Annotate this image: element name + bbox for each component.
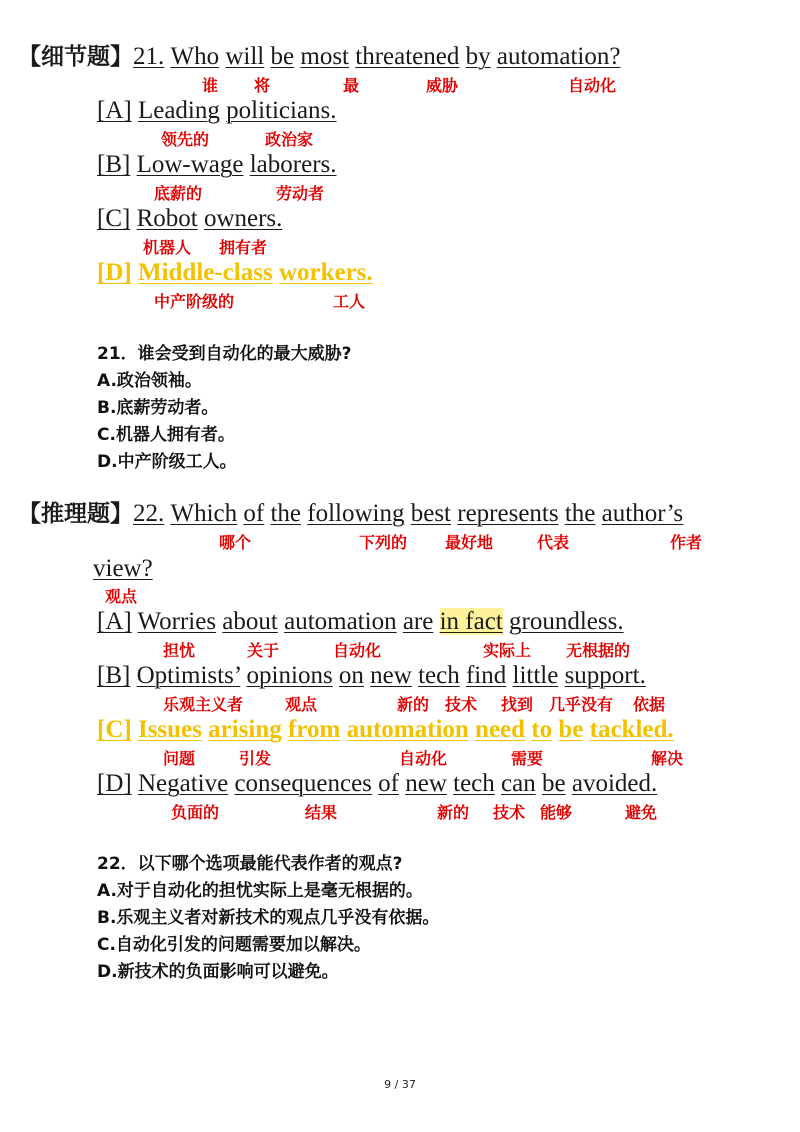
q22-translation-a: A.对于自动化的担忧实际上是毫无根据的。 (97, 881, 423, 901)
stem-word: author’s (601, 500, 684, 527)
q22-option-c-answer (97, 715, 674, 745)
option-word: Worries (137, 608, 217, 635)
option-word: tech (453, 770, 495, 797)
gloss: 将 (254, 76, 271, 95)
gloss: 劳动者 (276, 184, 325, 203)
q22-type-tag: 【推理题】 (18, 501, 133, 527)
option-word: can (501, 770, 536, 797)
gloss: 机器人 (143, 238, 192, 257)
gloss: 代表 (537, 533, 570, 552)
gloss: 哪个 (219, 533, 252, 552)
option-word: groundless. (509, 608, 624, 635)
stem-word: Which (170, 500, 238, 527)
gloss: 需要 (511, 749, 544, 768)
gloss: 最好地 (445, 533, 494, 552)
gloss: 找到 (501, 695, 534, 714)
highlighted-phrase: in fact (439, 608, 503, 635)
gloss: 谁 (202, 76, 219, 95)
stem-word: threatened (355, 43, 460, 70)
q21-translation-d: D.中产阶级工人。 (97, 452, 237, 472)
stem-word: the (270, 500, 302, 527)
option-word: owners. (203, 205, 283, 232)
gloss: 实际上 (483, 641, 532, 660)
gloss: 依据 (633, 695, 666, 714)
option-word: support. (564, 662, 646, 689)
q22-translation-stem: 22．以下哪个选项最能代表作者的观点? (97, 854, 403, 874)
q22-number: 22. (133, 500, 165, 527)
gloss: 几乎没有 (549, 695, 614, 714)
gloss: 下列的 (359, 533, 408, 552)
stem-word: by (465, 43, 491, 70)
gloss: 自动化 (399, 749, 448, 768)
gloss: 避免 (625, 803, 658, 822)
gloss: 担忧 (163, 641, 196, 660)
q21-translation-c: C.机器人拥有者。 (97, 425, 235, 445)
q22-option-d (97, 769, 657, 799)
option-word: on (338, 662, 364, 689)
gloss: 引发 (239, 749, 272, 768)
gloss: 底薪的 (154, 184, 203, 203)
option-letter: [B] (97, 151, 131, 178)
option-word: be (541, 770, 566, 797)
q21-option-a (97, 96, 337, 126)
gloss: 关于 (247, 641, 280, 660)
option-word: new (405, 770, 447, 797)
gloss: 解决 (651, 749, 684, 768)
q21-translation-stem: 21．谁会受到自动化的最大威胁? (97, 344, 352, 364)
q21-type-tag: 【细节题】 (18, 44, 133, 70)
option-word: tech (418, 662, 460, 689)
option-letter: [A] (97, 608, 132, 635)
stem-word: will (225, 43, 265, 70)
option-word: are (402, 608, 434, 635)
option-word: automation (346, 716, 469, 743)
option-word: automation (284, 608, 397, 635)
option-word: little (512, 662, 559, 689)
gloss: 技术 (445, 695, 478, 714)
q21-stem (18, 42, 620, 72)
stem-word: following (307, 500, 405, 527)
gloss: 威胁 (426, 76, 459, 95)
q22-option-a (97, 607, 624, 637)
gloss: 政治家 (265, 130, 314, 149)
option-word: from (288, 716, 341, 743)
gloss: 自动化 (568, 76, 617, 95)
option-word: Leading (137, 97, 220, 124)
gloss: 领先的 (161, 130, 210, 149)
option-word: arising (208, 716, 282, 743)
stem-word: most (300, 43, 349, 70)
q22-translation-c: C.自动化引发的问题需要加以解决。 (97, 935, 371, 955)
gloss: 新的 (397, 695, 430, 714)
gloss: 作者 (670, 533, 703, 552)
option-letter: [D] (97, 259, 132, 286)
option-word: need (475, 716, 526, 743)
stem-word: automation? (496, 43, 621, 70)
q22-stem-cont (93, 554, 153, 584)
gloss: 中产阶级的 (154, 292, 235, 311)
option-word: about (222, 608, 278, 635)
q21-number: 21. (133, 43, 165, 70)
page-number: 9 / 37 (384, 1078, 416, 1091)
gloss: 无根据的 (566, 641, 631, 660)
option-letter: [B] (97, 662, 131, 689)
option-word: Low-wage (136, 151, 244, 178)
option-word: opinions (246, 662, 333, 689)
gloss: 能够 (540, 803, 573, 822)
option-word: consequences (234, 770, 372, 797)
option-word: to (531, 716, 553, 743)
q21-option-d-answer (97, 258, 373, 288)
option-word: avoided. (571, 770, 658, 797)
option-word: new (370, 662, 412, 689)
option-word: politicians. (226, 97, 337, 124)
option-letter: [C] (97, 716, 132, 743)
q22-translation-d: D.新技术的负面影响可以避免。 (97, 962, 339, 982)
option-word: laborers. (249, 151, 337, 178)
q21-option-b (97, 150, 337, 180)
option-word: of (378, 770, 399, 797)
option-word: tackled. (589, 716, 674, 743)
option-word: workers. (278, 259, 373, 286)
stem-word: best (410, 500, 452, 527)
option-letter: [D] (97, 770, 132, 797)
gloss: 拥有者 (219, 238, 268, 257)
option-word: Middle-class (137, 259, 273, 286)
option-word: find (465, 662, 507, 689)
q21-translation-b: B.底薪劳动者。 (97, 398, 219, 418)
option-word: Robot (136, 205, 198, 232)
gloss: 问题 (163, 749, 196, 768)
stem-word: represents (457, 500, 559, 527)
q22-option-b (97, 661, 646, 691)
gloss: 技术 (493, 803, 526, 822)
q21-translation-a: A.政治领袖。 (97, 371, 202, 391)
gloss: 乐观主义者 (163, 695, 244, 714)
option-word: be (558, 716, 584, 743)
gloss: 工人 (333, 292, 366, 311)
stem-word: be (270, 43, 295, 70)
gloss: 观点 (105, 587, 138, 606)
gloss: 新的 (437, 803, 470, 822)
gloss: 最 (343, 76, 360, 95)
option-word: Issues (137, 716, 202, 743)
q21-option-c (97, 204, 282, 234)
option-letter: [A] (97, 97, 132, 124)
gloss: 负面的 (171, 803, 220, 822)
stem-word: view? (93, 555, 153, 582)
option-word: Optimists’ (136, 662, 241, 689)
stem-word: Who (170, 43, 220, 70)
gloss: 结果 (305, 803, 338, 822)
gloss: 自动化 (333, 641, 382, 660)
q22-stem (18, 499, 683, 529)
option-word: Negative (137, 770, 229, 797)
q22-translation-b: B.乐观主义者对新技术的观点几乎没有依据。 (97, 908, 440, 928)
stem-word: of (243, 500, 265, 527)
stem-word: the (564, 500, 596, 527)
gloss: 观点 (285, 695, 318, 714)
option-letter: [C] (97, 205, 131, 232)
